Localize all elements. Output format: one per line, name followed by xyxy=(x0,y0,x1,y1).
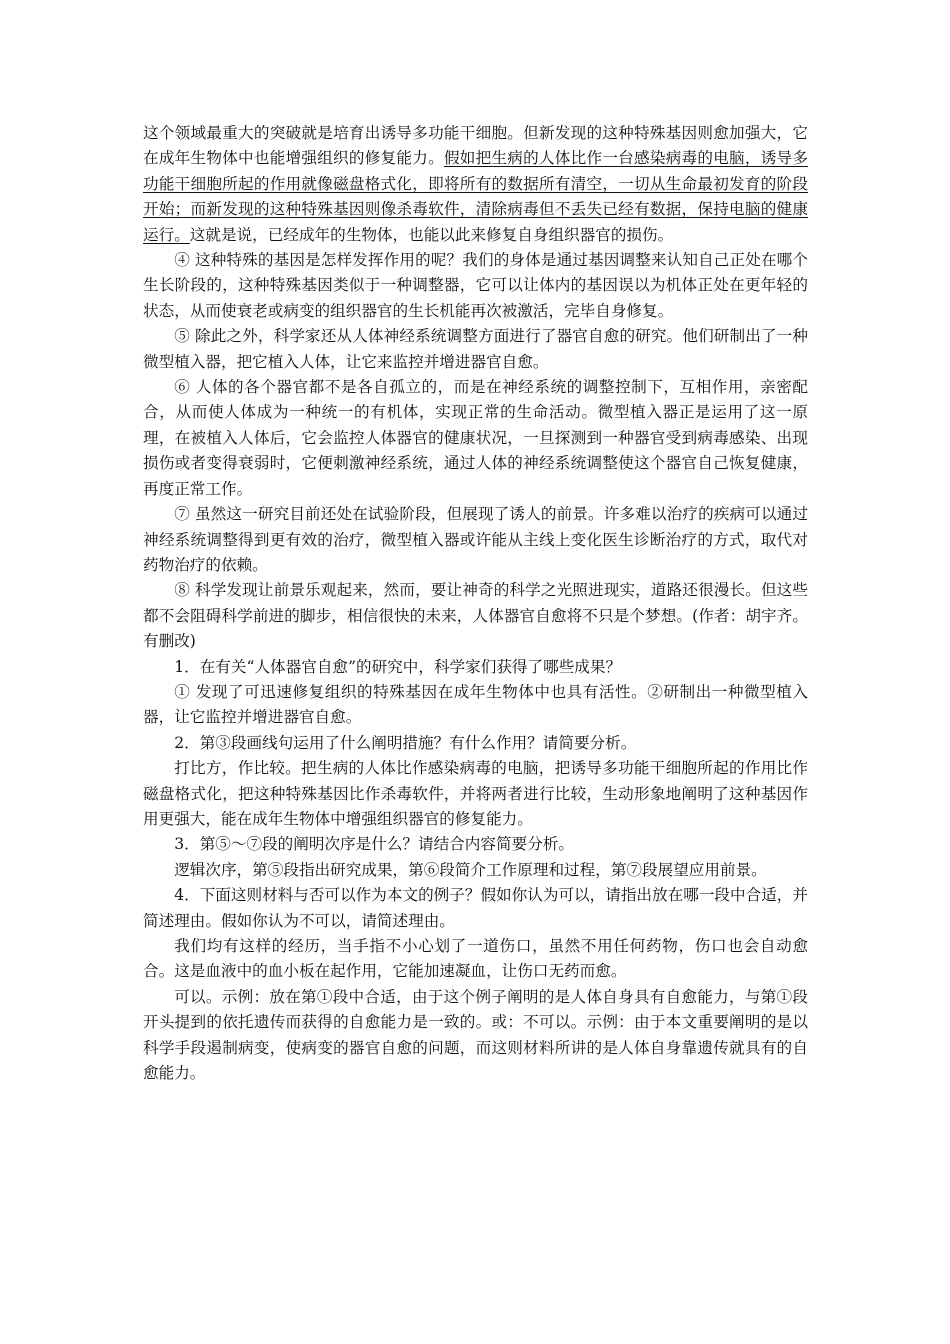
answer-1: ① 发现了可迅速修复组织的特殊基因在成年生物体中也具有活性。②研制出一种微型植入器，让它监控并增进器官自愈。 xyxy=(143,682,808,727)
question-3: 3．第⑤～⑦段的阐明次序是什么？请结合内容简要分析。 xyxy=(174,835,574,854)
underlined-sentence: 假如把生病的人体比作一台感染病毒的电脑，诱导多功能干细胞所起的作用就像磁盘格式化，即将所有的数据所有清空，一切从生命最初发育的阶段开始；而新发现的这种特殊基因则像杀毒软件，清除病毒但不丢失已经有数据，保持电脑的健康运行。 xyxy=(143,149,808,244)
paragraph-6: ⑥ 人体的各个器官都不是各自孤立的，而是在神经系统的调整控制下，互相作用，亲密配合，从而使人体成为一种统一的有机体，实现正常的生命活动。微型植入器正是运用了这一原理，在被植入人体后，它会监控人体器官的健康状况，一旦探测到一种器官受到病毒感染、出现损伤或者变得衰弱时，它便刺激神经系统，通过人体的神经系统调整使这个器官自己恢复健康，再度正常工作。 xyxy=(143,378,808,498)
question-4-material: 我们均有这样的经历，当手指不小心划了一道伤口，虽然不用任何药物，伤口也会自动愈合。这是血液中的血小板在起作用，它能加速凝血，让伤口无药而愈。 xyxy=(143,937,808,981)
question-2: 2．第③段画线句运用了什么阐明措施？有什么作用？请简要分析。 xyxy=(174,733,637,752)
paragraph-3 xyxy=(143,121,808,248)
document-body xyxy=(143,121,808,1086)
answer-3: 逻辑次序，第⑤段指出研究成果，第⑥段简介工作原理和过程，第⑦段展望应用前景。 xyxy=(174,860,767,879)
answer-4: 可以。示例：放在第①段中合适，由于这个例子阐明的是人体自身具有自愈能力，与第①段开头提到的依托遗传而获得的自愈能力是一致的。或：不可以。示例：由于本文重要阐明的是以科学手段遏制病变，使病变的器官自愈的问题，而这则材料所讲的是人体自身靠遗传就具有的自愈能力。 xyxy=(143,987,808,1083)
question-4: 4．下面这则材料与否可以作为本文的例子？假如你认为可以，请指出放在哪一段中合适，并简述理由。假如你认为不可以，请简述理由。 xyxy=(143,886,808,930)
paragraph-5: ⑤ 除此之外，科学家还从人体神经系统调整方面进行了器官自愈的研究。他们研制出了一种微型植入器，把它植入人体，让它来监控并增进器官自愈。 xyxy=(143,327,808,371)
paragraph-7: ⑦ 虽然这一研究目前还处在试验阶段，但展现了诱人的前景。许多难以治疗的疾病可以通过神经系统调整得到更有效的治疗，微型植入器或许能从主线上变化医生诊断治疗的方式，取代对药物治疗的依赖。 xyxy=(143,505,808,574)
paragraph-8: ⑧ 科学发现让前景乐观起来，然而，要让神奇的科学之光照进现实，道路还很漫长。但这些都不会阻碍科学前进的脚步，相信很快的未来，人体器官自愈将不只是个梦想。(作者：胡宇齐。有删改) xyxy=(143,581,808,651)
paragraph-4: ④ 这种特殊的基因是怎样发挥作用的呢？我们的身体是通过基因调整来认知自己正处在哪个生长阶段的，这种特殊基因类似于一种调整器，它可以让体内的基因误以为机体正处在更年轻的状态，从而使衰老或病变的组织器官的生长机能再次被激活，完毕自身修复。 xyxy=(143,251,808,320)
paragraph-3-text: 这个领域最重大的突破就是培育出诱导多功能干细胞。但新发现的这种特殊基因则愈加强大，它在成年生物体中也能增强组织的修复能力。 xyxy=(143,124,808,168)
question-1: 1．在有关“人体器官自愈”的研究中，科学家们获得了哪些成果？ xyxy=(174,657,622,676)
answer-2: 打比方，作比较。把生病的人体比作感染病毒的电脑，把诱导多功能干细胞所起的作用比作磁盘格式化，把这种特殊基因比作杀毒软件，并将两者进行比较，生动形象地阐明了这种基因作用更强大，能在成年生物体中增强组织器官的修复能力。 xyxy=(143,759,808,828)
paragraph-3-text-end: 这就是说，已经成年的生物体，也能以此来修复自身组织器官的损伤。 xyxy=(189,225,674,244)
